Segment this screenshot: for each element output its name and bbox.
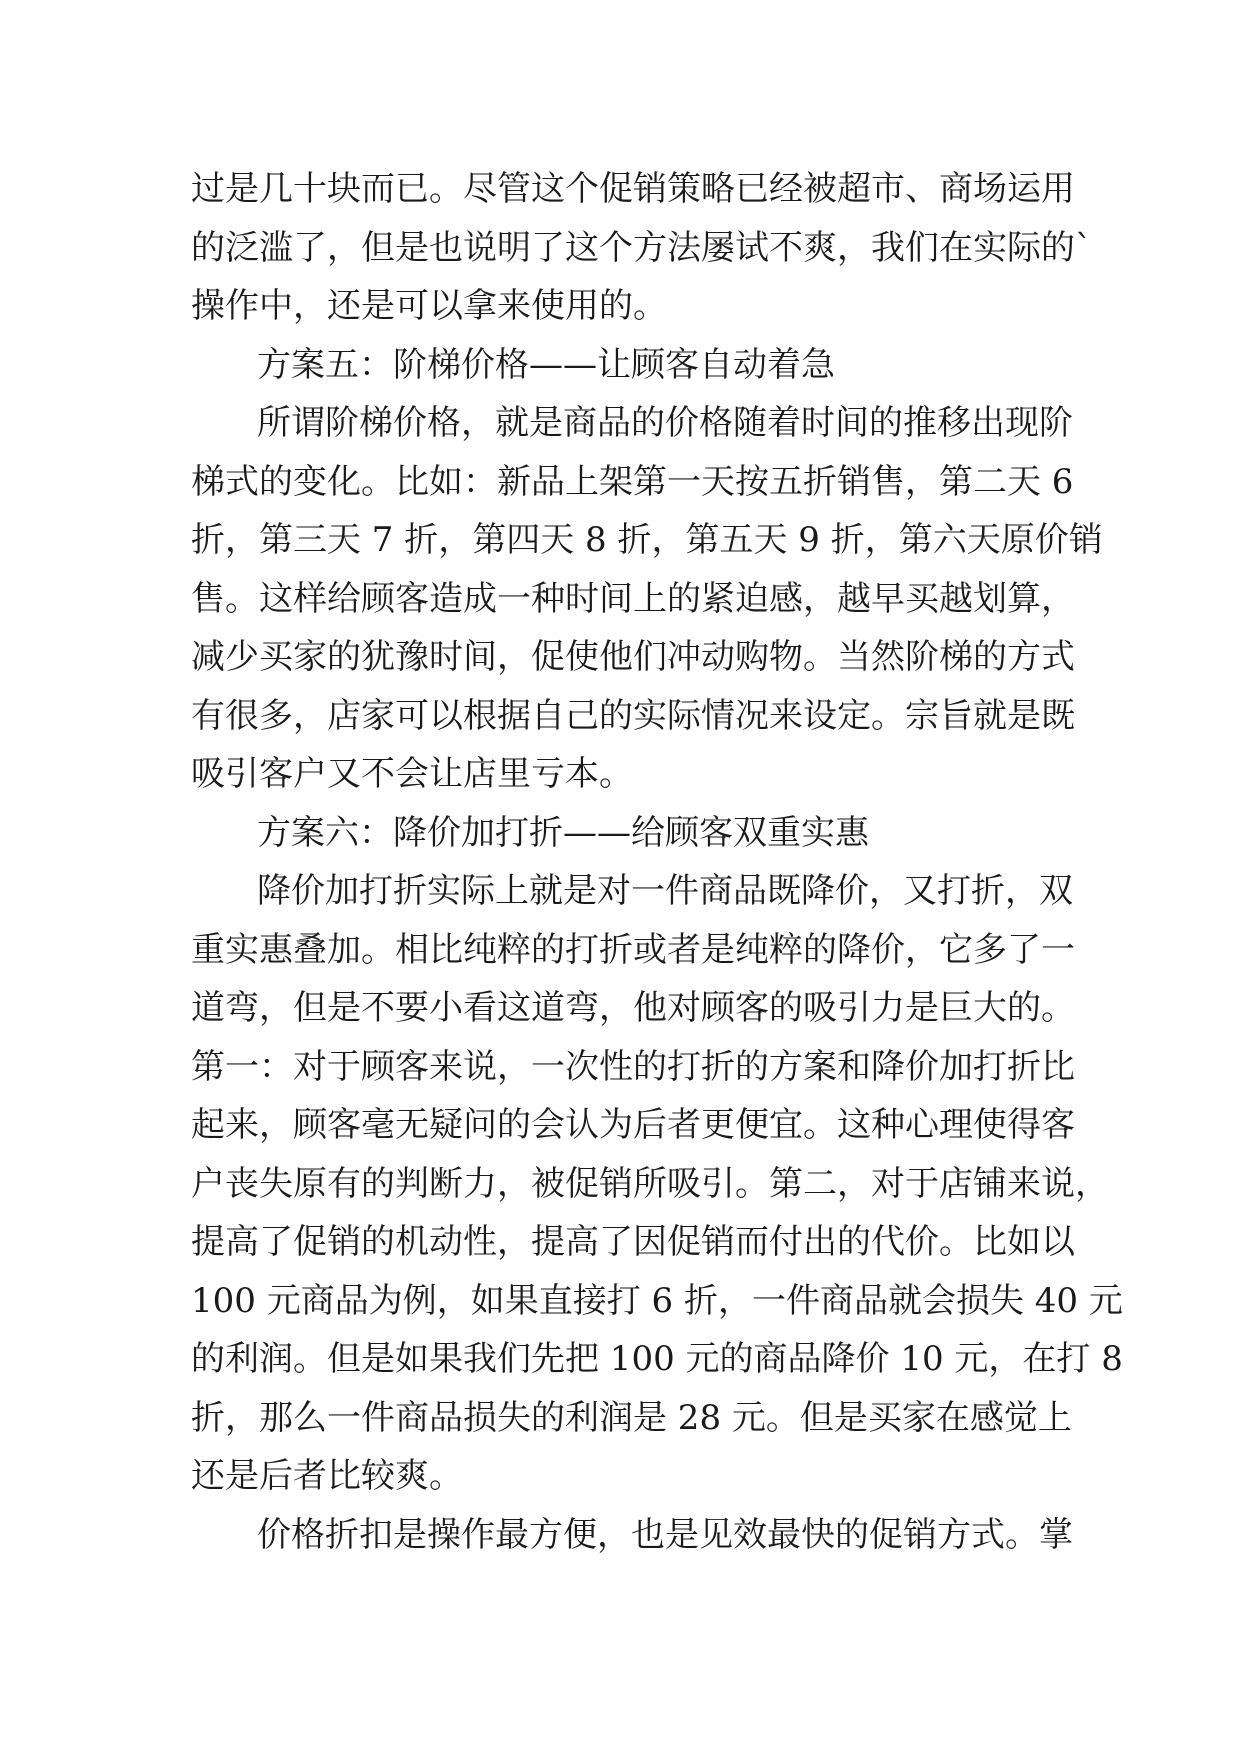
- text-line: 的泛滥了，但是也说明了这个方法屡试不爽，我们在实际的`: [191, 227, 1092, 268]
- document-body: [191, 160, 1123, 1564]
- text-line: 梯式的变化。比如：新品上架第一天按五折销售，第二天 6: [191, 461, 1074, 502]
- text-line: 吸引客户又不会让店里亏本。: [191, 754, 633, 794]
- text-line: 有很多，店家可以根据自己的实际情况来设定。宗旨就是既: [191, 695, 1075, 736]
- text-line: 折，第三天 7 折，第四天 8 折，第五天 9 折，第六天原价销: [191, 520, 1103, 560]
- text-line: 折，那么一件商品损失的利润是 28 元。但是买家在感觉上: [191, 1397, 1072, 1438]
- section-heading: 方案五：阶梯价格——让顾客自动着急: [257, 344, 835, 385]
- text-line: 降价加打折实际上就是对一件商品既降价，又打折，双: [257, 871, 1073, 911]
- text-line: 重实惠叠加。相比纯粹的打折或者是纯粹的降价，它多了一: [191, 929, 1075, 970]
- text-line: 的利润。但是如果我们先把 100 元的商品降价 10 元，在打 8: [191, 1339, 1123, 1379]
- text-line: 户丧失原有的判断力，被促销所吸引。第二，对于店铺来说，: [191, 1163, 1109, 1204]
- text-line: 价格折扣是操作最方便，也是见效最快的促销方式。掌: [257, 1514, 1073, 1555]
- text-line: 减少买家的犹豫时间，促使他们冲动购物。当然阶梯的方式: [191, 637, 1075, 677]
- text-line: 还是后者比较爽。: [191, 1456, 463, 1496]
- text-line: 起来，顾客毫无疑问的会认为后者更便宜。这种心理使得客: [191, 1105, 1075, 1145]
- text-line: 过是几十块而已。尽管这个促销策略已经被超市、商场运用: [191, 169, 1075, 209]
- text-line: 操作中，还是可以拿来使用的。: [191, 286, 667, 326]
- text-line: 第一：对于顾客来说，一次性的打折的方案和降价加打折比: [191, 1046, 1075, 1087]
- text-line: 提高了促销的机动性，提高了因促销而付出的代价。比如以: [191, 1222, 1075, 1262]
- text-line: 所谓阶梯价格，就是商品的价格随着时间的推移出现阶: [257, 403, 1073, 443]
- text-line: 100 元商品为例，如果直接打 6 折，一件商品就会损失 40 元: [191, 1280, 1123, 1321]
- section-heading: 方案六：降价加打折——给顾客双重实惠: [257, 812, 869, 853]
- text-line: 道弯，但是不要小看这道弯，他对顾客的吸引力是巨大的。: [191, 988, 1075, 1028]
- text-line: 售。这样给顾客造成一种时间上的紧迫感，越早买越划算，: [191, 578, 1075, 619]
